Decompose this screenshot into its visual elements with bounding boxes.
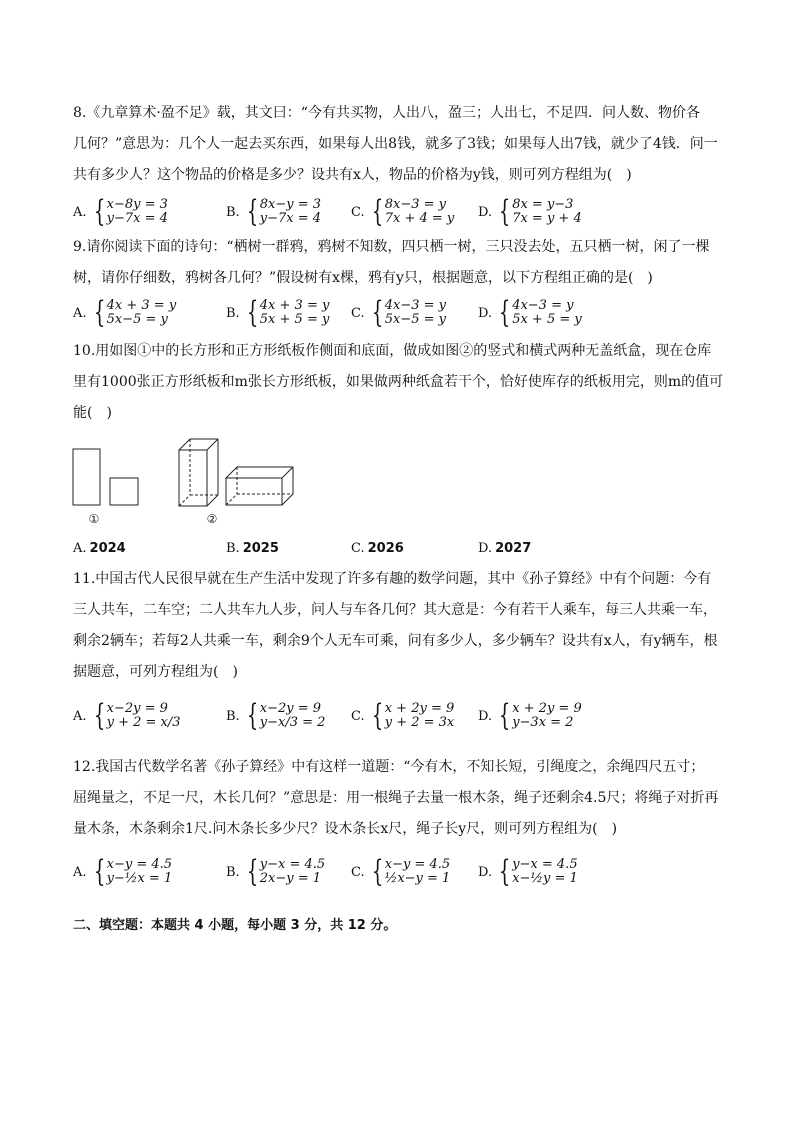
q8-options (73, 196, 723, 228)
equation: x−y = 4.5 (106, 857, 173, 872)
equation: 8x−3 = y (384, 197, 446, 212)
q8-option-b[interactable]: B. { 8x−y = 3 y−7x = 4 (226, 194, 322, 229)
q9-option-d[interactable]: D. { 4x−3 = y 5x + 5 = y (478, 295, 582, 330)
equation: 7x + 4 = y (384, 211, 455, 226)
equation: y−3x = 2 (512, 715, 574, 730)
q10-option-b[interactable] (226, 532, 279, 564)
equation: y−x/3 = 2 (259, 715, 326, 730)
equation: x + 2y = 9 (512, 701, 582, 716)
q12-option-a[interactable]: A. { x−y = 4.5 y−½x = 1 (73, 854, 173, 889)
equation: ½x−y = 1 (384, 871, 451, 886)
q11-option-b[interactable]: B. { x−2y = 9 y−x/3 = 2 (226, 698, 326, 733)
equation: y−x = 4.5 (512, 857, 578, 872)
figure-label-2: ② (206, 512, 218, 526)
option-label: A. (73, 708, 87, 724)
equation: 2x−y = 1 (259, 871, 322, 886)
q9-text-line-1: 9.请你阅读下面的诗句：“栖树一群鸦，鸦树不知数，四只栖一树，三只没去处，五只栖一树，闲了一棵 (73, 239, 710, 255)
equation: 4x−3 = y (512, 298, 574, 313)
q8-text-line-2: 几何？”意思为：几个人一起去买东西，如果每人出8钱，就多了3钱；如果每人出7钱，就少了4钱．问一 (73, 136, 718, 152)
q8-text-line-1: 8.《九章算术·盈不足》载，其文曰：“今有共买物，人出八，盈三；人出七，不足四．问人数、物价各 (73, 105, 700, 121)
section-heading-fill-in: 二、填空题：本题共 4 小题，每小题 3 分，共 12 分。 (73, 918, 397, 933)
q10-text-line-2: 里有1000张正方形纸板和m张长方形纸板，如果做两种纸盒若干个，恰好使库存的纸板用完，则m的值可 (73, 374, 724, 390)
option-value: 2024 (89, 540, 126, 556)
q9-text-line-2: 树，请你仔细数，鸦树各几何？”假设树有x棵，鸦有y只，根据题意，以下方程组正确的是( ) (73, 270, 653, 286)
option-label: A. (73, 305, 87, 321)
q10-option-c[interactable] (351, 532, 404, 564)
option-label: D. (478, 305, 493, 321)
equation: y−x = 4.5 (259, 857, 326, 872)
option-label: B. (226, 305, 240, 321)
q10-option-a[interactable] (73, 532, 126, 564)
equation: 4x−3 = y (384, 298, 446, 313)
equation: x−2y = 9 (259, 701, 322, 716)
q11-option-a[interactable]: A. { x−2y = 9 y + 2 = x/3 (73, 698, 181, 733)
q10-option-d[interactable] (478, 532, 531, 564)
equation: 8x = y−3 (512, 197, 574, 212)
q12-options (73, 856, 723, 888)
q10-text-line-1: 10.用如图①中的长方形和正方形纸板作侧面和底面，做成如图②的竖式和横式两种无盖纸盒，现在仓库 (73, 343, 712, 359)
equation: 4x + 3 = y (259, 298, 330, 313)
equation: 7x = y + 4 (512, 211, 582, 226)
option-label: C. (351, 864, 365, 880)
q9-options (73, 297, 723, 329)
equation: y−½x = 1 (106, 871, 173, 886)
option-label: D. (478, 708, 493, 724)
square-board (110, 478, 138, 505)
equation: y−7x = 4 (259, 211, 322, 226)
equation: 5x + 5 = y (259, 312, 330, 327)
equation: 5x−5 = y (384, 312, 446, 327)
option-label: C. (351, 540, 365, 556)
option-label: A. (73, 540, 87, 556)
q12-option-d[interactable]: D. { y−x = 4.5 x−½y = 1 (478, 854, 578, 889)
equation: x−½y = 1 (512, 871, 578, 886)
equation: 8x−y = 3 (259, 197, 322, 212)
vertical-box (179, 439, 218, 506)
equation: 5x−5 = y (106, 312, 168, 327)
equation: 5x + 5 = y (512, 312, 582, 327)
q10-figure (70, 432, 310, 528)
option-label: D. (478, 204, 493, 220)
equation: x−2y = 9 (106, 701, 168, 716)
horizontal-box (226, 467, 293, 505)
option-label: B. (226, 864, 240, 880)
equation: 4x + 3 = y (106, 298, 177, 313)
equation: x−8y = 3 (106, 197, 168, 212)
q10-text-line-3: 能( ) (73, 405, 112, 421)
equation: y + 2 = 3x (384, 715, 455, 730)
option-label: B. (226, 540, 240, 556)
option-label: A. (73, 204, 87, 220)
equation: y−7x = 4 (106, 211, 168, 226)
option-value: 2027 (495, 540, 532, 556)
q11-option-c[interactable]: C. { x + 2y = 9 y + 2 = 3x (351, 698, 455, 733)
q8-text-line-3: 共有多少人？这个物品的价格是多少？设共有x人，物品的价格为y钱，则可列方程组为( ) (73, 167, 632, 183)
option-label: A. (73, 864, 87, 880)
option-label: C. (351, 708, 365, 724)
option-label: D. (478, 540, 493, 556)
option-value: 2025 (242, 540, 279, 556)
q10-options (73, 532, 723, 564)
equation: x−y = 4.5 (384, 857, 451, 872)
q11-text-line-2: 三人共车，二车空；二人共车九人步，问人与车各几何？其大意是：今有若干人乘车，每三人共乘一车， (73, 602, 717, 618)
option-label: B. (226, 204, 240, 220)
q9-option-c[interactable]: C. { 4x−3 = y 5x−5 = y (351, 295, 446, 330)
q12-text-line-1: 12.我国古代数学名著《孙子算经》中有这样一道题：“今有木，不知长短，引绳度之，余绳四尺五寸； (73, 759, 705, 775)
q8-option-c[interactable]: C. { 8x−3 = y 7x + 4 = y (351, 194, 455, 229)
q12-text-line-3: 量木条，木条剩余1尺.问木条长多少尺？设木条长x尺，绳子长y尺，则可列方程组为( ) (73, 821, 618, 837)
q8-option-a[interactable]: A. { x−8y = 3 y−7x = 4 (73, 194, 168, 229)
rectangle-board (73, 449, 100, 505)
equation: y + 2 = x/3 (106, 715, 181, 730)
option-label: C. (351, 305, 365, 321)
q9-option-a[interactable]: A. { 4x + 3 = y 5x−5 = y (73, 295, 177, 330)
figure-label-1: ① (88, 512, 100, 526)
option-label: C. (351, 204, 365, 220)
equation: x + 2y = 9 (384, 701, 455, 716)
q8-option-d[interactable]: D. { 8x = y−3 7x = y + 4 (478, 194, 582, 229)
q11-options (73, 700, 723, 732)
q11-text-line-1: 11.中国古代人民很早就在生产生活中发现了许多有趣的数学问题，其中《孙子算经》中有个问题：今有 (73, 571, 712, 587)
q12-option-c[interactable]: C. { x−y = 4.5 ½x−y = 1 (351, 854, 451, 889)
option-label: D. (478, 864, 493, 880)
q11-text-line-3: 剩余2辆车；若每2人共乘一车，剩余9个人无车可乘，问有多少人，多少辆车？设共有x人，有y辆车，根 (73, 633, 718, 649)
q11-text-line-4: 据题意，可列方程组为( ) (73, 664, 238, 680)
q9-option-b[interactable]: B. { 4x + 3 = y 5x + 5 = y (226, 295, 330, 330)
q12-text-line-2: 屈绳量之，不足一尺，木长几何？”意思是：用一根绳子去量一根木条，绳子还剩余4.5尺；将绳子对折再 (73, 790, 719, 806)
option-value: 2026 (367, 540, 404, 556)
q12-option-b[interactable]: B. { y−x = 4.5 2x−y = 1 (226, 854, 326, 889)
q11-option-d[interactable]: D. { x + 2y = 9 y−3x = 2 (478, 698, 582, 733)
option-label: B. (226, 708, 240, 724)
